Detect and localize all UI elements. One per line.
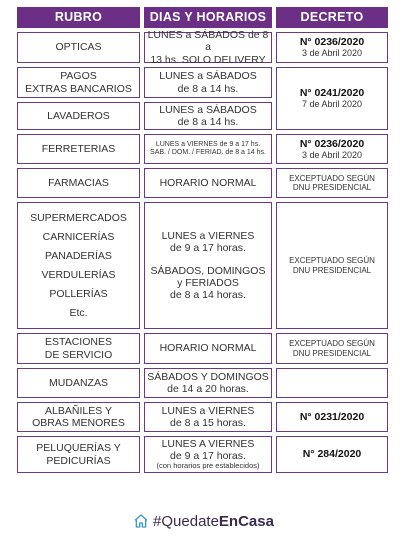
dias-line: LUNES a VIERNES xyxy=(161,229,255,242)
rubro-line: Etc. xyxy=(69,306,88,319)
decreto-text-line: EXCEPTUADO SEGÚN xyxy=(289,173,375,183)
dias-line: LUNES a VIERNES xyxy=(161,404,255,417)
row-farmacias-rubro xyxy=(17,168,140,198)
decreto-number: N° 0231/2020 xyxy=(299,410,365,423)
merged-decreto-pagos-lavaderos xyxy=(276,67,388,130)
dias-line: LUNES a SÁBADOS de 8 a xyxy=(147,29,269,54)
row-ferreterias-dias xyxy=(144,134,272,164)
rubro-line: ALBAÑILES Y xyxy=(45,404,112,417)
rubro-line: POLLERÍAS xyxy=(49,287,108,300)
decreto-number: N° 0241/2020 xyxy=(299,87,365,100)
dias-line: de 9 a 17 horas. xyxy=(170,241,246,254)
row-peluquerias-rubro xyxy=(17,436,140,473)
dias-line: HORARIO NORMAL xyxy=(159,176,257,189)
row-mudanzas-decreto xyxy=(276,368,388,398)
row-mudanzas-dias xyxy=(144,368,272,398)
row-supermercados-rubro xyxy=(17,202,140,329)
decreto-text-line: DNU PRESIDENCIAL xyxy=(292,348,372,358)
row-mudanzas-rubro xyxy=(17,368,140,398)
hashtag-part-a: #Quedate xyxy=(153,512,219,530)
rubro-line: OBRAS MENORES xyxy=(32,417,125,429)
dias-line: de 8 a 15 horas. xyxy=(170,417,246,429)
rubro-line: DE SERVICIO xyxy=(44,348,113,361)
rubro-line: MUDANZAS xyxy=(49,376,108,389)
rubro-line: PAGOS xyxy=(60,70,97,83)
row-estaciones-dias xyxy=(144,333,272,364)
header-rubro-label: RUBRO xyxy=(54,10,103,25)
row-pagos-rubro xyxy=(17,67,140,98)
dias-line: SÁBADOS, DOMINGOS xyxy=(150,264,266,277)
header-dias xyxy=(144,7,272,28)
rubro-line: PELUQUERÍAS Y xyxy=(36,442,121,455)
row-lavaderos-dias xyxy=(144,102,272,130)
header-dias-label: DIAS Y HORARIOS xyxy=(149,10,267,25)
footer-hashtag xyxy=(0,510,407,532)
rubro-line: EXTRAS BANCARIOS xyxy=(25,82,132,95)
rubro-line: PANADERÍAS xyxy=(45,249,112,262)
row-estaciones-decreto xyxy=(276,333,388,364)
dias-line: SÁBADOS Y DOMINGOS xyxy=(147,370,269,383)
dias-line: y FERIADOS xyxy=(177,277,239,290)
dias-line: de 14 a 20 horas. xyxy=(167,383,249,395)
row-supermercados-dias xyxy=(144,202,272,329)
row-estaciones-rubro xyxy=(17,333,140,364)
dias-line: de 8 a 14 hs. xyxy=(177,116,239,128)
dias-line: de 8 a 14 horas. xyxy=(170,289,246,302)
dias-line: SAB. / DOM. / FERIAD. de 8 a 14 hs. xyxy=(150,149,266,156)
header-decreto xyxy=(276,7,388,28)
decreto-text-line: DNU PRESIDENCIAL xyxy=(292,183,372,192)
row-albaniles-dias xyxy=(144,402,272,432)
rubro-line: PEDICURÍAS xyxy=(46,454,111,467)
decreto-text-line: EXCEPTUADO SEGÚN xyxy=(289,256,375,266)
row-opticas-rubro xyxy=(17,32,140,63)
row-peluquerias-dias xyxy=(144,436,272,473)
hashtag-part-b: EnCasa xyxy=(218,512,274,530)
row-lavaderos-rubro xyxy=(17,102,140,130)
rubro-line: CARNICERÍAS xyxy=(42,230,115,243)
row-farmacias-decreto xyxy=(276,168,388,198)
dias-line: LUNES A VIERNES xyxy=(161,438,255,451)
dias-line: 13 hs. SOLO DELIVERY xyxy=(150,53,266,66)
rubro-line: VERDULERÍAS xyxy=(41,268,116,281)
dias-line: LUNES a SÁBADOS xyxy=(159,103,257,116)
row-albaniles-decreto xyxy=(276,402,388,432)
row-ferreterias-rubro xyxy=(17,134,140,164)
row-farmacias-dias xyxy=(144,168,272,198)
rubro-line: LAVADEROS xyxy=(47,109,110,122)
dias-line: HORARIO NORMAL xyxy=(159,342,257,355)
header-decreto-label: DECRETO xyxy=(300,10,364,25)
decreto-date: 7 de Abril 2020 xyxy=(301,99,363,110)
decreto-date: 3 de Abril 2020 xyxy=(301,48,363,59)
decreto-text-line: EXCEPTUADO SEGÚN xyxy=(289,339,375,349)
rubro-line: FARMACIAS xyxy=(48,176,109,189)
decreto-number: N° 284/2020 xyxy=(302,448,362,461)
rubro-line: OPTICAS xyxy=(55,41,102,54)
dias-line: de 8 a 14 hs. xyxy=(177,82,239,95)
dias-line: LUNES a SÁBADOS xyxy=(159,70,257,83)
decreto-number: N° 0236/2020 xyxy=(299,36,365,49)
row-peluquerias-decreto xyxy=(276,436,388,473)
rubro-line: ESTACIONES xyxy=(45,336,112,349)
row-albaniles-rubro xyxy=(17,402,140,432)
row-opticas-decreto xyxy=(276,32,388,63)
header-rubro xyxy=(17,7,140,28)
row-supermercados-decreto xyxy=(276,202,388,329)
row-pagos-dias xyxy=(144,67,272,98)
dias-note: (con horarios pre establecidos) xyxy=(156,461,260,471)
rubro-line: SUPERMERCADOS xyxy=(30,211,127,224)
row-opticas-dias xyxy=(144,29,272,66)
row-ferreterias-decreto xyxy=(276,134,388,164)
decreto-number: N° 0236/2020 xyxy=(299,137,365,150)
decreto-text-line: DNU PRESIDENCIAL xyxy=(292,265,372,275)
house-icon xyxy=(133,513,149,529)
rubro-line: FERRETERIAS xyxy=(41,142,116,155)
dias-line: de 9 a 17 horas. xyxy=(170,450,246,463)
dias-line: LUNES a VIERNES de 9 a 17 hs. xyxy=(155,140,261,148)
decreto-date: 3 de Abril 2020 xyxy=(301,149,363,160)
